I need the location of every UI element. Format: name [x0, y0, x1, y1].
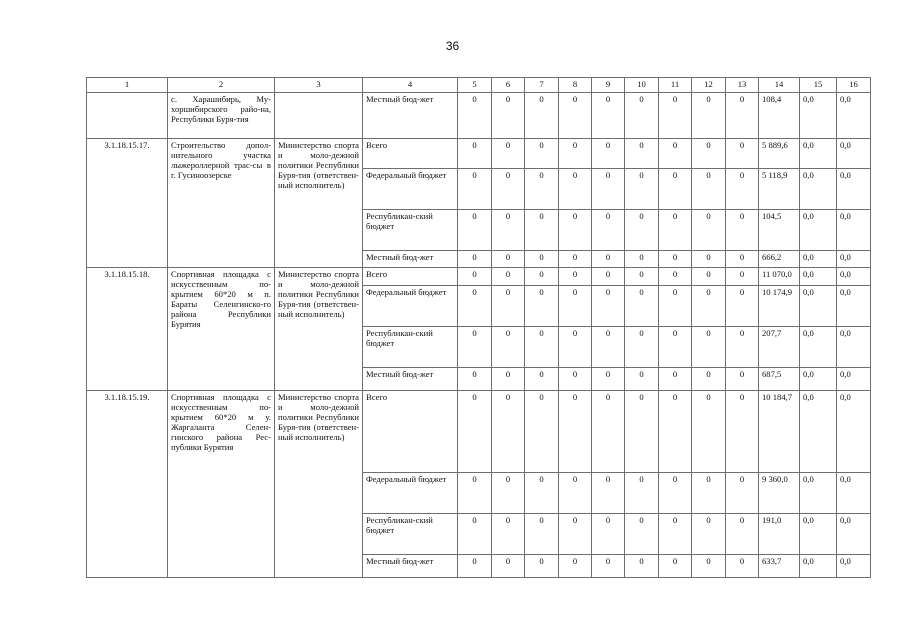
value-cell-col-15: 0,0 — [800, 210, 837, 251]
value-cell-col-11: 0 — [659, 210, 692, 251]
value-cell-col-14: 10 174,9 — [759, 286, 800, 327]
budget-table — [86, 77, 871, 578]
project-name-cell: Спортивная площадка с искусственным по-крытием 60*20 м у. Жаргаланта Селен-гинского района Рес-публики Бурятия — [168, 391, 275, 578]
value-cell-col-10: 0 — [625, 368, 659, 391]
value-cell-col-8: 0 — [559, 286, 592, 327]
project-name-cell: Строительство допол-нительного участка лыжероллерной трас-сы в г. Гусиноозерске — [168, 139, 275, 268]
value-cell-col-6: 0 — [492, 514, 525, 555]
value-cell-col-9: 0 — [592, 139, 625, 169]
funding-source-cell: Республикан-ский бюджет — [363, 327, 458, 368]
value-cell-col-11: 0 — [659, 93, 692, 139]
value-cell-col-9: 0 — [592, 93, 625, 139]
value-cell-col-5: 0 — [458, 169, 492, 210]
column-number-7: 7 — [525, 78, 559, 93]
value-cell-col-7: 0 — [525, 555, 559, 578]
value-cell-col-16: 0,0 — [837, 210, 871, 251]
value-cell-col-8: 0 — [559, 327, 592, 368]
value-cell-col-12: 0 — [692, 555, 726, 578]
value-cell-col-8: 0 — [559, 391, 592, 473]
value-cell-col-5: 0 — [458, 514, 492, 555]
value-cell-col-5: 0 — [458, 251, 492, 268]
value-cell-col-16: 0,0 — [837, 286, 871, 327]
column-number-13: 13 — [726, 78, 759, 93]
column-number-row — [87, 78, 871, 93]
value-cell-col-14: 633,7 — [759, 555, 800, 578]
column-number-1: 1 — [87, 78, 168, 93]
value-cell-col-16: 0,0 — [837, 139, 871, 169]
value-cell-col-5: 0 — [458, 555, 492, 578]
value-cell-col-9: 0 — [592, 514, 625, 555]
value-cell-col-5: 0 — [458, 139, 492, 169]
value-cell-col-11: 0 — [659, 514, 692, 555]
value-cell-col-12: 0 — [692, 93, 726, 139]
value-cell-col-7: 0 — [525, 514, 559, 555]
value-cell-col-14: 104,5 — [759, 210, 800, 251]
code-cell — [87, 93, 168, 139]
funding-source-cell: Федеральный бюджет — [363, 473, 458, 514]
value-cell-col-14: 108,4 — [759, 93, 800, 139]
value-cell-col-15: 0,0 — [800, 169, 837, 210]
value-cell-col-12: 0 — [692, 514, 726, 555]
column-number-12: 12 — [692, 78, 726, 93]
value-cell-col-11: 0 — [659, 251, 692, 268]
value-cell-col-8: 0 — [559, 473, 592, 514]
value-cell-col-7: 0 — [525, 391, 559, 473]
funding-source-cell: Всего — [363, 268, 458, 286]
value-cell-col-6: 0 — [492, 251, 525, 268]
column-number-4: 4 — [363, 78, 458, 93]
value-cell-col-10: 0 — [625, 391, 659, 473]
code-cell: 3.1.18.15.19. — [87, 391, 168, 578]
value-cell-col-7: 0 — [525, 93, 559, 139]
value-cell-col-7: 0 — [525, 286, 559, 327]
value-cell-col-12: 0 — [692, 391, 726, 473]
value-cell-col-13: 0 — [726, 473, 759, 514]
value-cell-col-6: 0 — [492, 473, 525, 514]
value-cell-col-12: 0 — [692, 139, 726, 169]
value-cell-col-13: 0 — [726, 210, 759, 251]
funding-source-cell: Местный бюд-жет — [363, 251, 458, 268]
code-cell: 3.1.18.15.18. — [87, 268, 168, 391]
funding-source-cell: Республикан-ский бюджет — [363, 514, 458, 555]
value-cell-col-15: 0,0 — [800, 268, 837, 286]
value-cell-col-10: 0 — [625, 514, 659, 555]
value-cell-col-14: 11 070,0 — [759, 268, 800, 286]
value-cell-col-9: 0 — [592, 391, 625, 473]
value-cell-col-6: 0 — [492, 210, 525, 251]
value-cell-col-5: 0 — [458, 473, 492, 514]
value-cell-col-15: 0,0 — [800, 368, 837, 391]
value-cell-col-9: 0 — [592, 327, 625, 368]
value-cell-col-5: 0 — [458, 268, 492, 286]
column-number-2: 2 — [168, 78, 275, 93]
value-cell-col-13: 0 — [726, 327, 759, 368]
value-cell-col-16: 0,0 — [837, 391, 871, 473]
value-cell-col-9: 0 — [592, 169, 625, 210]
value-cell-col-10: 0 — [625, 268, 659, 286]
project-name-cell: с. Харашибирь, Му-хоршибирского райо-на, Республики Буря-тия — [168, 93, 275, 139]
executor-cell: Министерство спорта и моло-дежной политики Республики Буря-тия (ответствен-ный исполнитель) — [275, 391, 363, 578]
value-cell-col-11: 0 — [659, 286, 692, 327]
funding-source-cell: Всего — [363, 391, 458, 473]
value-cell-col-16: 0,0 — [837, 251, 871, 268]
value-cell-col-8: 0 — [559, 139, 592, 169]
value-cell-col-15: 0,0 — [800, 555, 837, 578]
value-cell-col-13: 0 — [726, 514, 759, 555]
value-cell-col-6: 0 — [492, 327, 525, 368]
value-cell-col-13: 0 — [726, 391, 759, 473]
value-cell-col-14: 5 889,6 — [759, 139, 800, 169]
value-cell-col-15: 0,0 — [800, 139, 837, 169]
value-cell-col-7: 0 — [525, 268, 559, 286]
value-cell-col-11: 0 — [659, 327, 692, 368]
value-cell-col-6: 0 — [492, 286, 525, 327]
table-row — [87, 93, 871, 139]
value-cell-col-10: 0 — [625, 555, 659, 578]
value-cell-col-6: 0 — [492, 555, 525, 578]
executor-cell: Министерство спорта и моло-дежной политики Республики Буря-тия (ответствен-ный исполнитель) — [275, 139, 363, 268]
value-cell-col-7: 0 — [525, 327, 559, 368]
column-number-3: 3 — [275, 78, 363, 93]
value-cell-col-9: 0 — [592, 286, 625, 327]
table-row — [87, 139, 871, 169]
value-cell-col-16: 0,0 — [837, 368, 871, 391]
value-cell-col-8: 0 — [559, 210, 592, 251]
value-cell-col-7: 0 — [525, 139, 559, 169]
value-cell-col-6: 0 — [492, 391, 525, 473]
funding-source-cell: Республикан-ский бюджет — [363, 210, 458, 251]
value-cell-col-14: 666,2 — [759, 251, 800, 268]
column-number-10: 10 — [625, 78, 659, 93]
value-cell-col-16: 0,0 — [837, 473, 871, 514]
value-cell-col-11: 0 — [659, 169, 692, 210]
value-cell-col-5: 0 — [458, 327, 492, 368]
value-cell-col-12: 0 — [692, 327, 726, 368]
value-cell-col-5: 0 — [458, 286, 492, 327]
value-cell-col-13: 0 — [726, 368, 759, 391]
column-number-16: 16 — [837, 78, 871, 93]
column-number-6: 6 — [492, 78, 525, 93]
page-number: 36 — [445, 39, 460, 53]
value-cell-col-11: 0 — [659, 368, 692, 391]
value-cell-col-12: 0 — [692, 368, 726, 391]
value-cell-col-15: 0,0 — [800, 327, 837, 368]
value-cell-col-6: 0 — [492, 268, 525, 286]
value-cell-col-5: 0 — [458, 368, 492, 391]
value-cell-col-6: 0 — [492, 93, 525, 139]
value-cell-col-12: 0 — [692, 286, 726, 327]
value-cell-col-16: 0,0 — [837, 327, 871, 368]
value-cell-col-13: 0 — [726, 286, 759, 327]
value-cell-col-8: 0 — [559, 555, 592, 578]
value-cell-col-8: 0 — [559, 93, 592, 139]
executor-cell: Министерство спорта и моло-дежной политики Республики Буря-тия (ответствен-ный исполнитель) — [275, 268, 363, 391]
value-cell-col-9: 0 — [592, 210, 625, 251]
value-cell-col-6: 0 — [492, 368, 525, 391]
column-number-5: 5 — [458, 78, 492, 93]
column-number-9: 9 — [592, 78, 625, 93]
value-cell-col-12: 0 — [692, 169, 726, 210]
table-row — [87, 391, 871, 473]
value-cell-col-11: 0 — [659, 139, 692, 169]
value-cell-col-10: 0 — [625, 210, 659, 251]
funding-source-cell: Всего — [363, 139, 458, 169]
value-cell-col-14: 191,0 — [759, 514, 800, 555]
value-cell-col-13: 0 — [726, 268, 759, 286]
funding-source-cell: Местный бюд-жет — [363, 93, 458, 139]
value-cell-col-14: 9 360,0 — [759, 473, 800, 514]
value-cell-col-14: 207,7 — [759, 327, 800, 368]
value-cell-col-14: 687,5 — [759, 368, 800, 391]
value-cell-col-16: 0,0 — [837, 169, 871, 210]
value-cell-col-10: 0 — [625, 286, 659, 327]
value-cell-col-9: 0 — [592, 473, 625, 514]
value-cell-col-13: 0 — [726, 93, 759, 139]
value-cell-col-13: 0 — [726, 555, 759, 578]
column-number-8: 8 — [559, 78, 592, 93]
value-cell-col-15: 0,0 — [800, 391, 837, 473]
project-name-cell: Спортивная площадка с искусственным по-крытием 60*20 м п. Бараты Селенгинско-го района Республики Бурятия — [168, 268, 275, 391]
funding-source-cell: Федеральный бюджет — [363, 286, 458, 327]
value-cell-col-8: 0 — [559, 514, 592, 555]
value-cell-col-14: 5 118,9 — [759, 169, 800, 210]
table-row — [87, 268, 871, 286]
value-cell-col-12: 0 — [692, 268, 726, 286]
value-cell-col-11: 0 — [659, 391, 692, 473]
value-cell-col-8: 0 — [559, 368, 592, 391]
value-cell-col-7: 0 — [525, 368, 559, 391]
value-cell-col-15: 0,0 — [800, 93, 837, 139]
value-cell-col-12: 0 — [692, 251, 726, 268]
value-cell-col-11: 0 — [659, 555, 692, 578]
value-cell-col-13: 0 — [726, 139, 759, 169]
value-cell-col-14: 10 184,7 — [759, 391, 800, 473]
value-cell-col-5: 0 — [458, 391, 492, 473]
value-cell-col-6: 0 — [492, 169, 525, 210]
value-cell-col-7: 0 — [525, 210, 559, 251]
value-cell-col-6: 0 — [492, 139, 525, 169]
value-cell-col-10: 0 — [625, 473, 659, 514]
value-cell-col-11: 0 — [659, 268, 692, 286]
value-cell-col-7: 0 — [525, 473, 559, 514]
funding-source-cell: Местный бюд-жет — [363, 555, 458, 578]
value-cell-col-9: 0 — [592, 251, 625, 268]
value-cell-col-16: 0,0 — [837, 268, 871, 286]
value-cell-col-5: 0 — [458, 210, 492, 251]
value-cell-col-10: 0 — [625, 327, 659, 368]
value-cell-col-15: 0,0 — [800, 251, 837, 268]
value-cell-col-10: 0 — [625, 251, 659, 268]
column-number-15: 15 — [800, 78, 837, 93]
value-cell-col-15: 0,0 — [800, 514, 837, 555]
value-cell-col-11: 0 — [659, 473, 692, 514]
executor-cell — [275, 93, 363, 139]
value-cell-col-8: 0 — [559, 169, 592, 210]
value-cell-col-12: 0 — [692, 210, 726, 251]
value-cell-col-15: 0,0 — [800, 473, 837, 514]
value-cell-col-9: 0 — [592, 555, 625, 578]
value-cell-col-8: 0 — [559, 251, 592, 268]
value-cell-col-5: 0 — [458, 93, 492, 139]
value-cell-col-7: 0 — [525, 251, 559, 268]
value-cell-col-16: 0,0 — [837, 555, 871, 578]
value-cell-col-9: 0 — [592, 368, 625, 391]
code-cell: 3.1.18.15.17. — [87, 139, 168, 268]
value-cell-col-10: 0 — [625, 93, 659, 139]
value-cell-col-15: 0,0 — [800, 286, 837, 327]
value-cell-col-13: 0 — [726, 169, 759, 210]
value-cell-col-16: 0,0 — [837, 514, 871, 555]
value-cell-col-10: 0 — [625, 139, 659, 169]
value-cell-col-16: 0,0 — [837, 93, 871, 139]
value-cell-col-12: 0 — [692, 473, 726, 514]
funding-source-cell: Федеральный бюджет — [363, 169, 458, 210]
value-cell-col-13: 0 — [726, 251, 759, 268]
column-number-14: 14 — [759, 78, 800, 93]
value-cell-col-10: 0 — [625, 169, 659, 210]
value-cell-col-9: 0 — [592, 268, 625, 286]
value-cell-col-8: 0 — [559, 268, 592, 286]
funding-source-cell: Местный бюд-жет — [363, 368, 458, 391]
column-number-11: 11 — [659, 78, 692, 93]
value-cell-col-7: 0 — [525, 169, 559, 210]
